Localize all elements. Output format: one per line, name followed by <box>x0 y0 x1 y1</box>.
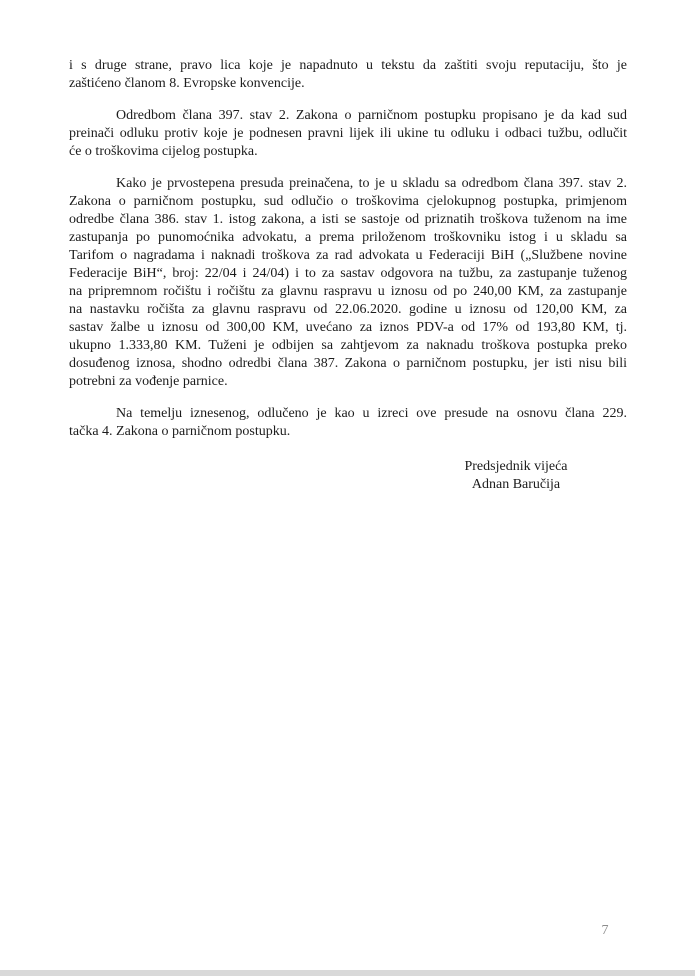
text-line: odredbe člana 386. stav 1. istog zakona, a isti se sastoje od priznatih troškova tuženom na ime <box>69 212 627 227</box>
text-line: sastav žalbe u iznosu od 300,00 KM, uvećano za iznos PDV-a od 17% od 193,80 KM, tj. <box>69 320 627 335</box>
signature-name: Adnan Baručija <box>471 477 561 492</box>
text-line: na pripremnom ročištu i ročištu za glavnu raspravu u iznosu od po 240,00 KM, za zastupanje <box>69 284 627 299</box>
text-line: i s druge strane, pravo lica koje je napadnuto u tekstu da zaštiti svoju reputaciju, što je <box>69 58 627 73</box>
text-line: zaštićeno članom 8. Evropske konvencije. <box>69 76 305 91</box>
text-line: Na temelju iznesenog, odlučeno je kao u izreci ove presude na osnovu člana 229. <box>116 406 627 421</box>
paragraph <box>69 107 627 161</box>
text-line: Odredbom člana 397. stav 2. Zakona o parničnom postupku propisano je da kad sud <box>116 108 627 123</box>
text-line: će o troškovima cijelog postupka. <box>69 144 258 159</box>
page-bottom-edge <box>0 970 695 976</box>
text-line: Zakona o parničnom postupku, sud odlučio o troškovima cjelokupnog postupka, primjenom <box>69 194 627 209</box>
text-line: ukupno 1.333,80 KM. Tuženi je odbijen sa zahtjevom za naknadu troškova postupka preko <box>69 338 627 353</box>
paragraph <box>69 405 627 441</box>
signature-title: Predsjednik vijeća <box>464 459 568 474</box>
document-body <box>69 57 627 455</box>
paragraph <box>69 57 627 93</box>
text-line: tačka 4. Zakona o parničnom postupku. <box>69 424 291 439</box>
text-line: Federacije BiH“, broj: 22/04 i 24/04) i to za sastav odgovora na tužbu, za zastupanje tuženog <box>69 266 627 281</box>
text-line: potrebni za vođenje parnice. <box>69 374 228 389</box>
signature-block <box>408 458 624 494</box>
text-line: dosuđenog iznosa, shodno odredbi člana 387. Zakona o parničnom postupku, jer isti nisu bili <box>69 356 627 371</box>
page-number: 7 <box>601 923 609 938</box>
text-line: zastupanja po punomoćnika advokatu, a prema priloženom troškovniku istog i u skladu sa <box>69 230 627 245</box>
text-line: preinači odluku protiv koje je podnesen pravni lijek ili ukine tu odluku i odbaci tužbu, odlučit <box>69 126 627 141</box>
text-line: Tarifom o nagradama i naknadi troškova za rad advokata u Federaciji BiH („Službene novine <box>69 248 627 263</box>
text-line: na nastavku ročišta za glavnu raspravu od 22.06.2020. godine u iznosu od 120,00 KM, za <box>69 302 627 317</box>
text-line: Kako je prvostepena presuda preinačena, to je u skladu sa odredbom člana 397. stav 2. <box>116 176 627 191</box>
paragraph <box>69 175 627 391</box>
